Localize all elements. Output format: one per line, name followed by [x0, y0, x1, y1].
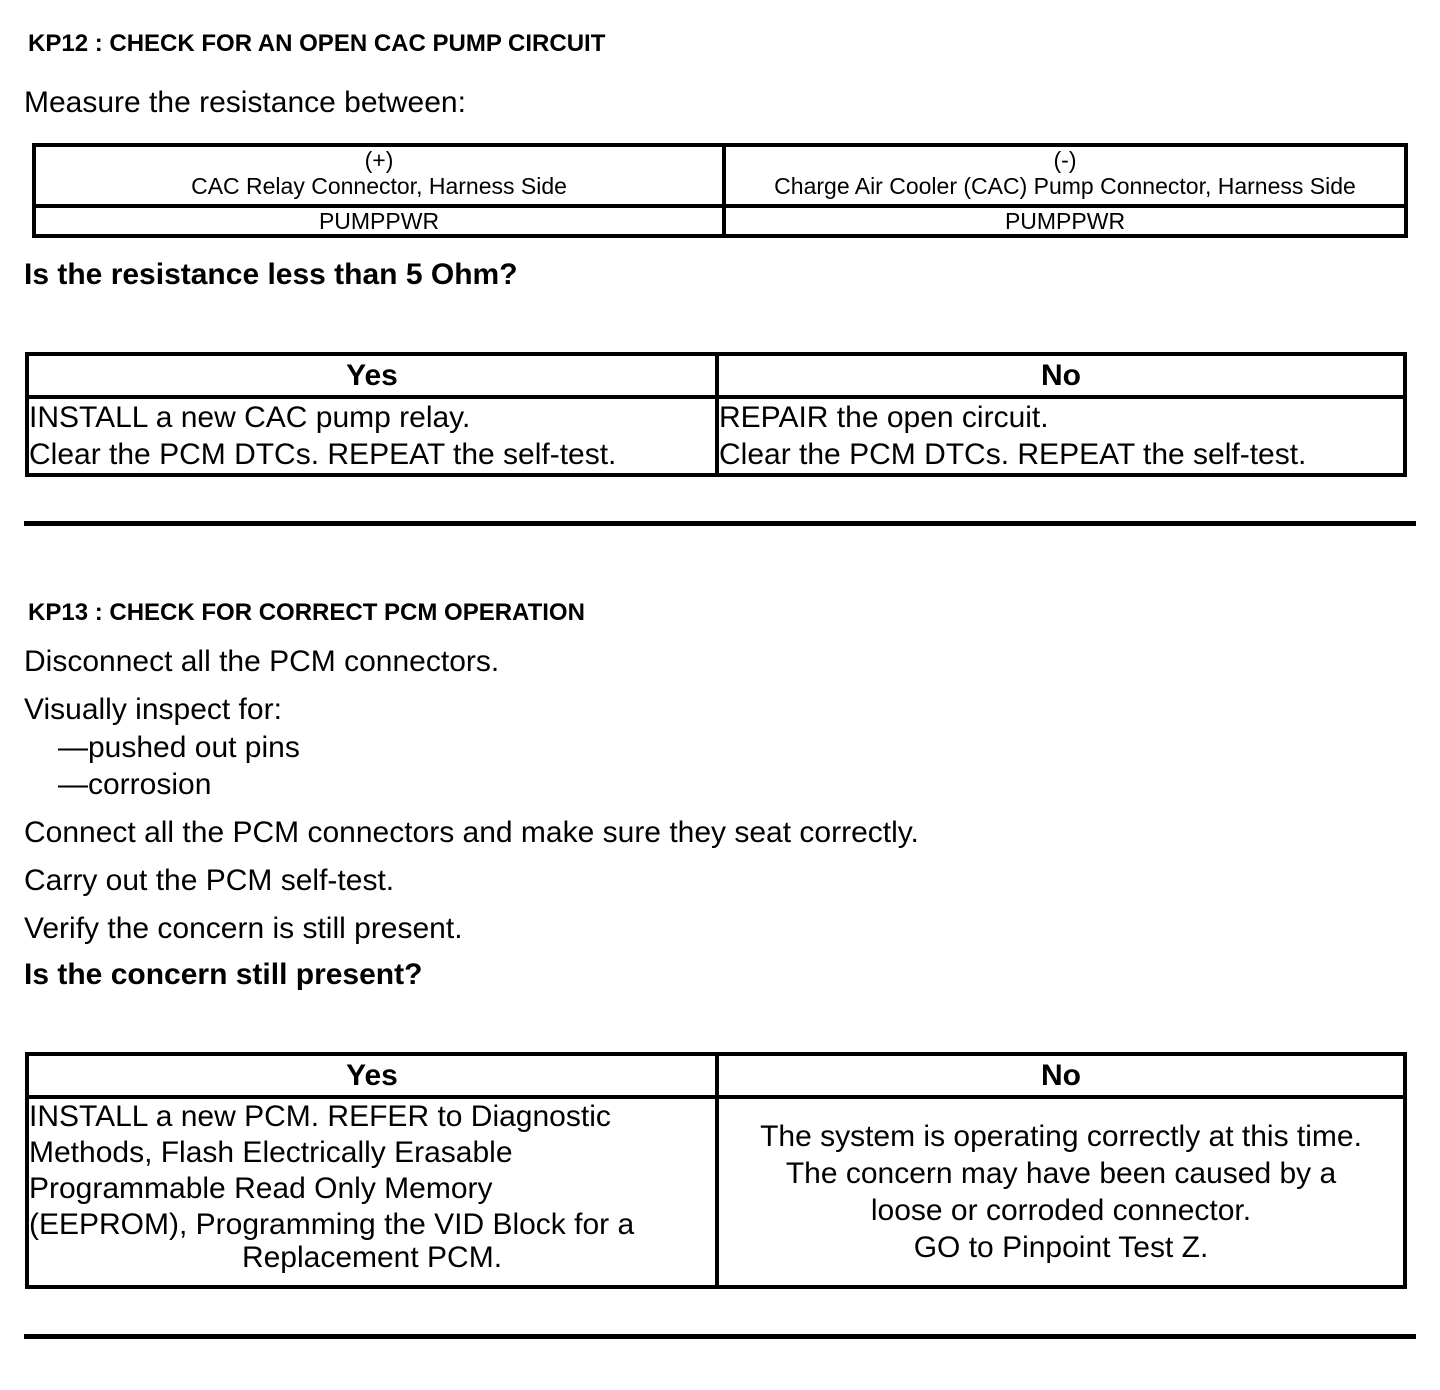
meas-col2-header [724, 145, 1406, 206]
meas-col2-sign: (-) [1053, 147, 1077, 173]
kp12-yes-line1: INSTALL a new CAC pump relay. [29, 401, 471, 434]
meas-col2-value: PUMPPWR [724, 206, 1406, 236]
kp12-result-table [25, 352, 1407, 477]
meas-col1-label: CAC Relay Connector, Harness Side [191, 173, 567, 199]
kp13-yes-cell [27, 1097, 717, 1287]
kp12-no-header: No [717, 354, 1405, 397]
kp13-no-line3: loose or corroded connector. [870, 1194, 1252, 1227]
meas-col1-value: PUMPPWR [34, 206, 724, 236]
kp13-step-inspect: Visually inspect for: [24, 693, 282, 726]
kp12-no-line1: REPAIR the open circuit. [719, 401, 1049, 434]
kp13-result-table [25, 1052, 1407, 1289]
kp13-yes-header: Yes [27, 1054, 717, 1097]
kp13-heading: KP13 : CHECK FOR CORRECT PCM OPERATION [28, 599, 585, 626]
kp12-measurement-table [32, 143, 1408, 238]
kp13-no-header: No [717, 1054, 1405, 1097]
kp13-yes-line3: Programmable Read Only Memory [29, 1172, 493, 1205]
kp13-no-line1: The system is operating correctly at this time. [760, 1120, 1362, 1153]
bottom-divider [24, 1334, 1416, 1339]
kp12-yes-line2: Clear the PCM DTCs. REPEAT the self-test. [29, 438, 617, 471]
kp13-yes-line1: INSTALL a new PCM. REFER to Diagnostic [29, 1100, 611, 1133]
kp13-step-selftest: Carry out the PCM self-test. [24, 864, 395, 897]
kp13-step-verify: Verify the concern is still present. [24, 912, 463, 945]
kp13-step-connect: Connect all the PCM connectors and make sure they seat correctly. [24, 816, 919, 849]
kp12-yes-header: Yes [27, 354, 717, 397]
kp13-no-line4: GO to Pinpoint Test Z. [913, 1231, 1209, 1264]
kp13-step-disconnect: Disconnect all the PCM connectors. [24, 645, 500, 678]
kp12-instruction: Measure the resistance between: [24, 86, 466, 119]
kp12-no-cell [717, 397, 1405, 475]
kp13-yes-line4: (EEPROM), Programming the VID Block for a [29, 1208, 635, 1241]
kp13-bullet-pins: —pushed out pins [58, 731, 300, 764]
kp13-no-cell [717, 1097, 1405, 1287]
kp12-question: Is the resistance less than 5 Ohm? [24, 258, 518, 291]
kp13-yes-line5: Replacement PCM. [241, 1241, 503, 1274]
kp12-heading: KP12 : CHECK FOR AN OPEN CAC PUMP CIRCUIT [28, 30, 606, 57]
meas-col1-header [34, 145, 724, 206]
kp13-no-line2: The concern may have been caused by a [785, 1157, 1337, 1190]
kp13-question: Is the concern still present? [24, 958, 423, 991]
kp12-no-line2: Clear the PCM DTCs. REPEAT the self-test. [719, 438, 1307, 471]
meas-col2-label: Charge Air Cooler (CAC) Pump Connector, Harness Side [774, 173, 1356, 199]
kp13-yes-line2: Methods, Flash Electrically Erasable [29, 1136, 513, 1169]
meas-col1-sign: (+) [364, 147, 394, 173]
kp12-yes-cell [27, 397, 717, 475]
kp13-bullet-corrosion: —corrosion [58, 768, 212, 801]
section-divider [24, 521, 1416, 526]
